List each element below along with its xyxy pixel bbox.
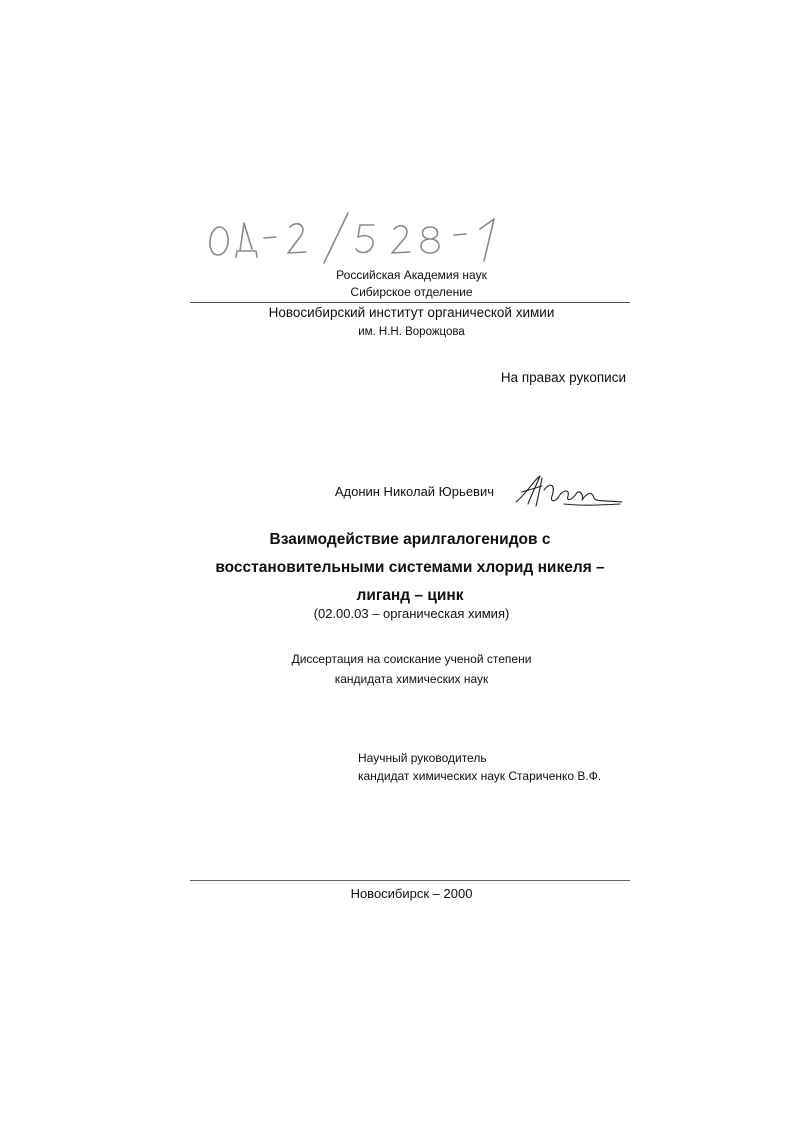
inventory-number-stamp [198, 205, 578, 267]
dissertation-title [190, 526, 630, 610]
supervisor-name: кандидат химических наук Стариченко В.Ф. [358, 769, 602, 783]
institute-name: Новосибирский институт органической химии [268, 305, 555, 320]
title-line: восстановительными системами хлорид никеля – [215, 559, 605, 576]
title-line: лиганд – цинк [356, 587, 464, 604]
rights-note: На правах рукописи [500, 370, 626, 385]
title-line: Взаимодействие арилгалогенидов с [269, 531, 551, 548]
branch-name: Сибирское отделение [350, 285, 473, 299]
bottom-divider [190, 880, 630, 881]
top-divider [190, 302, 630, 303]
degree-line: кандидата химических наук [334, 672, 489, 686]
institute-named-after: им. Н.Н. Ворожцова [358, 326, 465, 338]
author-signature [512, 472, 624, 510]
handwritten-signature [512, 472, 624, 510]
handwritten-inventory-number [198, 205, 578, 267]
degree-line: Диссертация на соискание ученой степени [291, 652, 532, 666]
author-name: Адонин Николай Юрьевич [334, 484, 494, 499]
supervisor-label: Научный руководитель [358, 751, 487, 765]
specialty-code: (02.00.03 – органическая химия) [313, 606, 510, 621]
city-year: Новосибирск – 2000 [350, 886, 473, 901]
academy-name: Российская Академия наук [336, 268, 487, 282]
